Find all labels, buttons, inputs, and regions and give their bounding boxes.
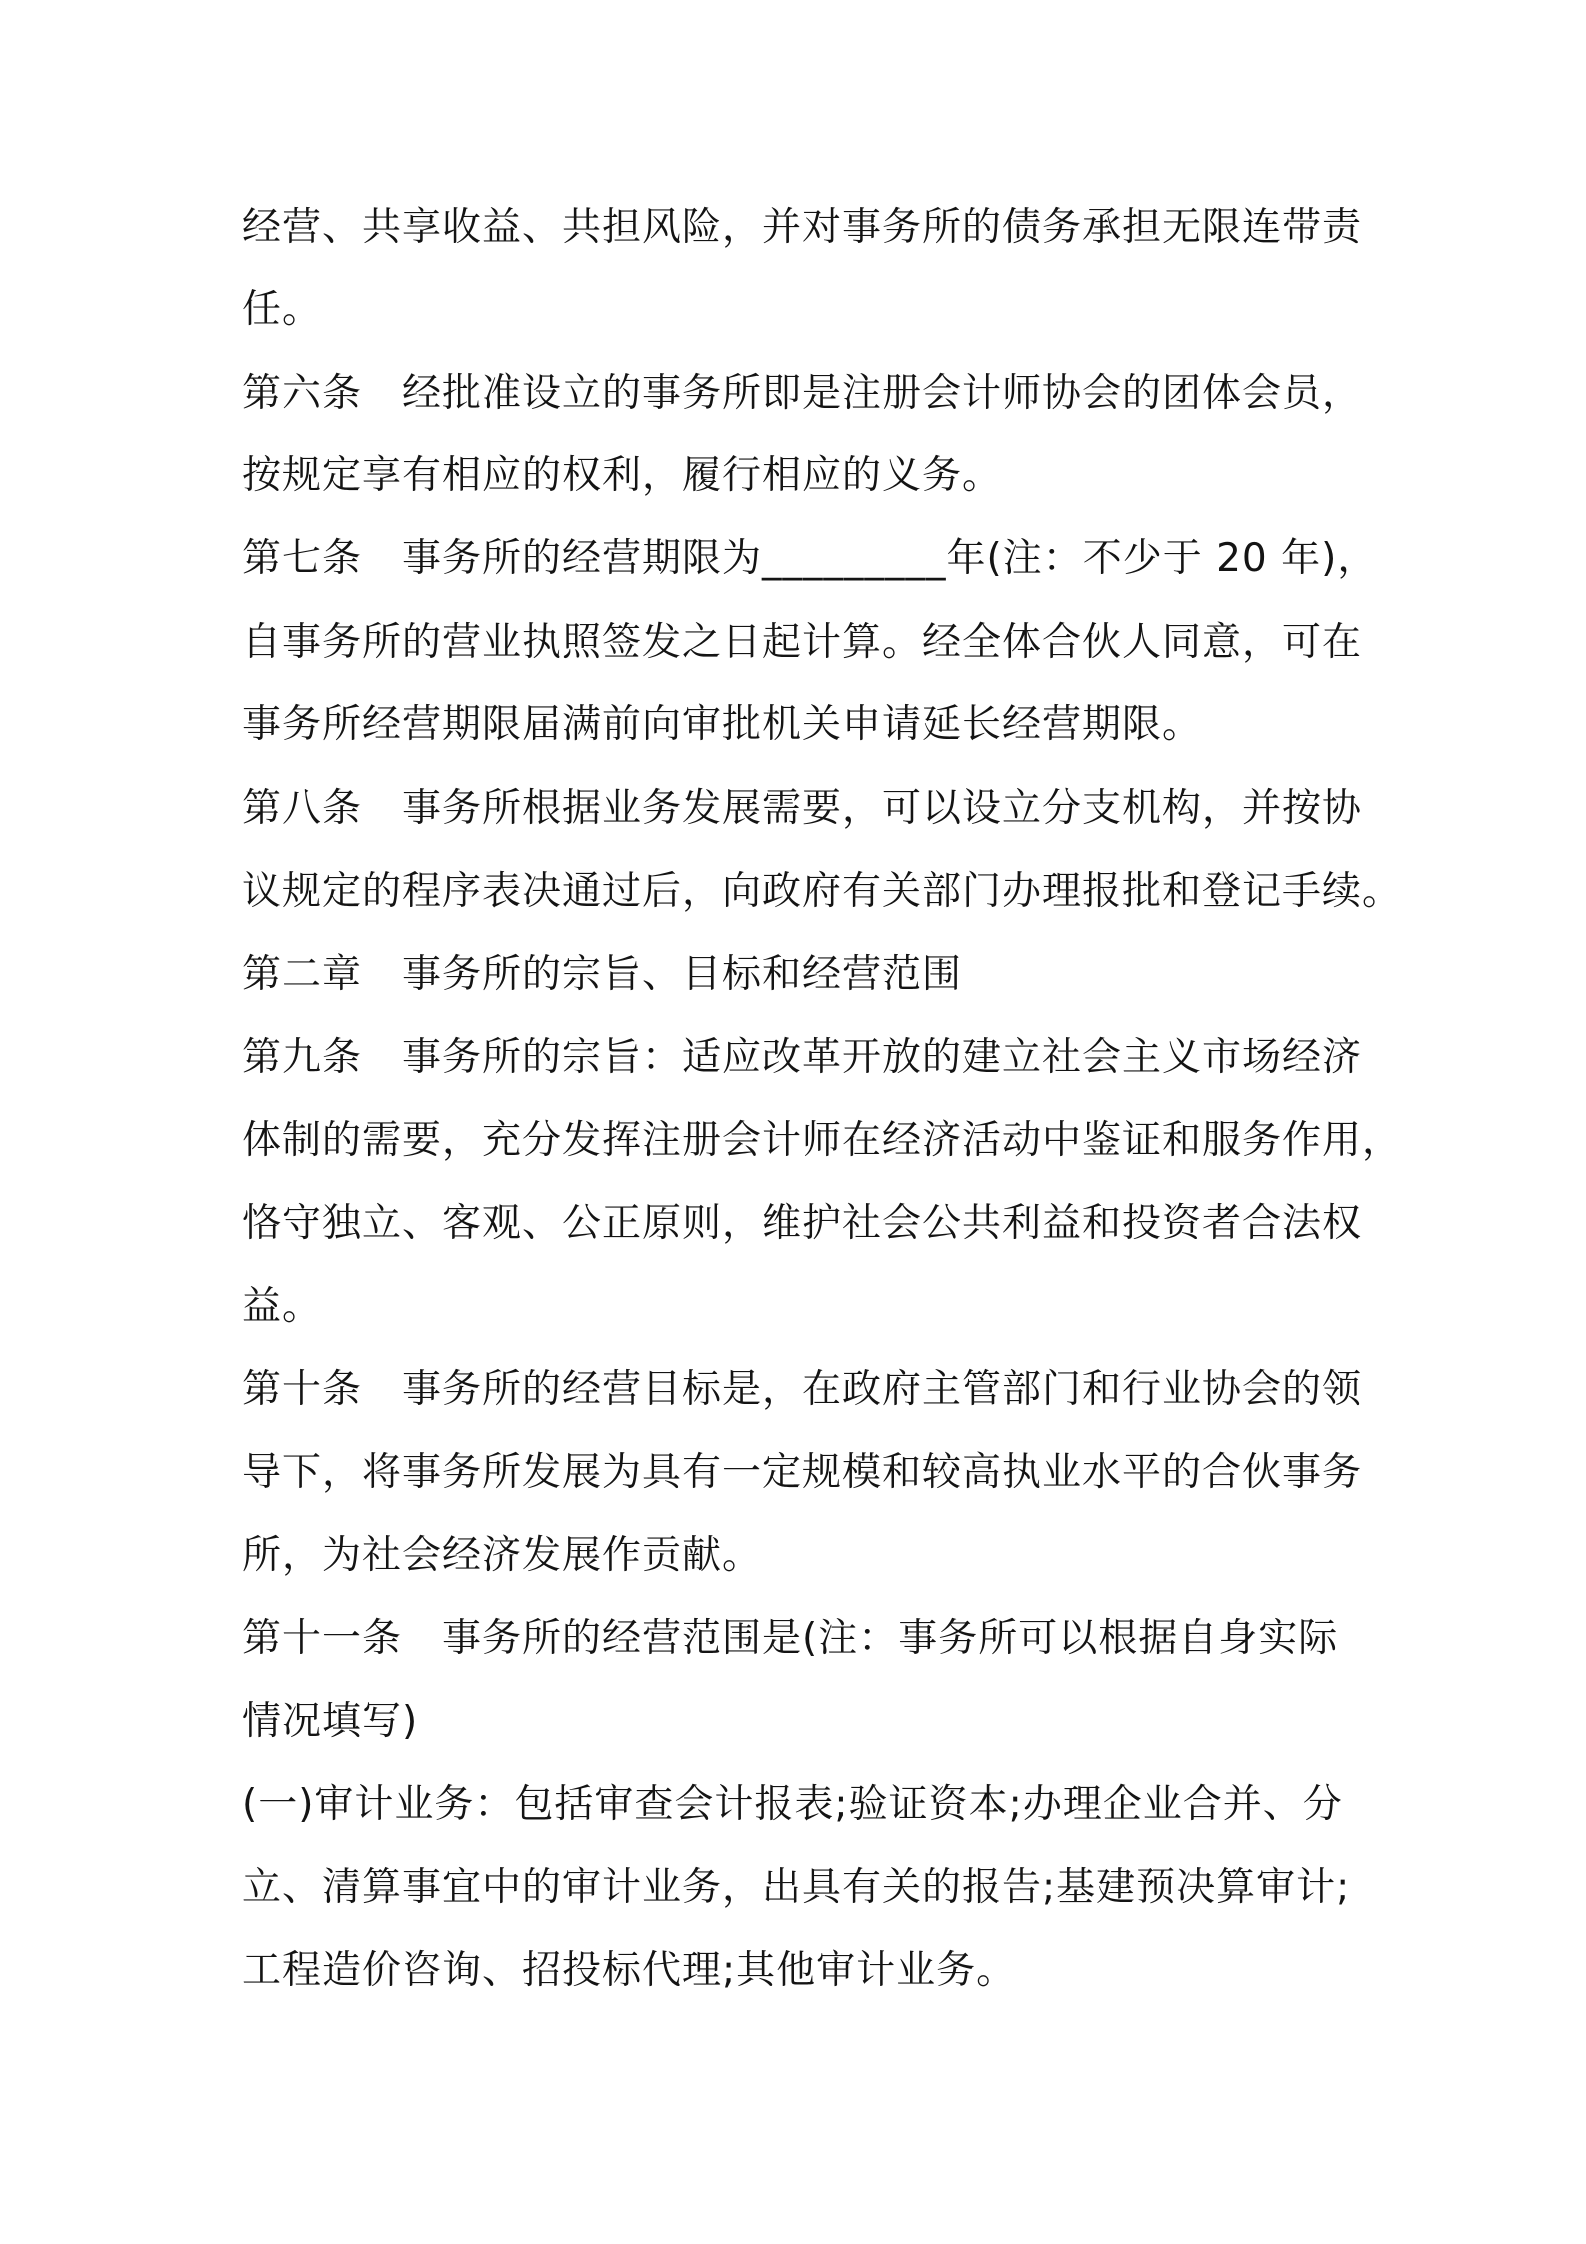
text-line: 按规定享有相应的权利，履行相应的义务。 bbox=[242, 453, 1003, 498]
text-line: 益。 bbox=[242, 1284, 323, 1329]
text-line: 恪守独立、客观、公正原则，维护社会公共利益和投资者合法权 bbox=[242, 1201, 1363, 1246]
text-line: 体制的需要，充分发挥注册会计师在经济活动中鉴证和服务作用， bbox=[242, 1118, 1403, 1163]
article-7-heading-line: 第七条 事务所的经营期限为_________年(注：不少于 20 年)， bbox=[242, 536, 1378, 581]
article-8-heading-line: 第八条 事务所根据业务发展需要，可以设立分支机构，并按协 bbox=[242, 786, 1363, 831]
text-line: 自事务所的营业执照签发之日起计算。经全体合伙人同意，可在 bbox=[242, 620, 1363, 665]
clause-1-line: (一)审计业务：包括审查会计报表;验证资本;办理企业合并、分 bbox=[242, 1782, 1343, 1827]
article-6-heading-line: 第六条 经批准设立的事务所即是注册会计师协会的团体会员， bbox=[242, 371, 1363, 416]
chapter-2-heading: 第二章 事务所的宗旨、目标和经营范围 bbox=[242, 952, 963, 997]
text-line: 立、清算事宜中的审计业务，出具有关的报告;基建预决算审计; bbox=[242, 1865, 1351, 1910]
text-line: 事务所经营期限届满前向审批机关申请延长经营期限。 bbox=[242, 702, 1203, 747]
article-11-heading-line: 第十一条 事务所的经营范围是(注：事务所可以根据自身实际 bbox=[242, 1616, 1339, 1661]
text-line: 经营、共享收益、共担风险，并对事务所的债务承担无限连带责 bbox=[242, 205, 1363, 250]
text-line: 议规定的程序表决通过后，向政府有关部门办理报批和登记手续。 bbox=[242, 869, 1403, 914]
text-line: 导下，将事务所发展为具有一定规模和较高执业水平的合伙事务 bbox=[242, 1450, 1363, 1495]
article-10-heading-line: 第十条 事务所的经营目标是，在政府主管部门和行业协会的领 bbox=[242, 1367, 1363, 1412]
article-9-heading-line: 第九条 事务所的宗旨：适应改革开放的建立社会主义市场经济 bbox=[242, 1035, 1363, 1080]
text-line: 所，为社会经济发展作贡献。 bbox=[242, 1533, 763, 1578]
text-line: 任。 bbox=[242, 287, 323, 332]
text-line: 情况填写) bbox=[242, 1699, 419, 1744]
text-line: 工程造价咨询、招投标代理;其他审计业务。 bbox=[242, 1948, 1017, 1993]
